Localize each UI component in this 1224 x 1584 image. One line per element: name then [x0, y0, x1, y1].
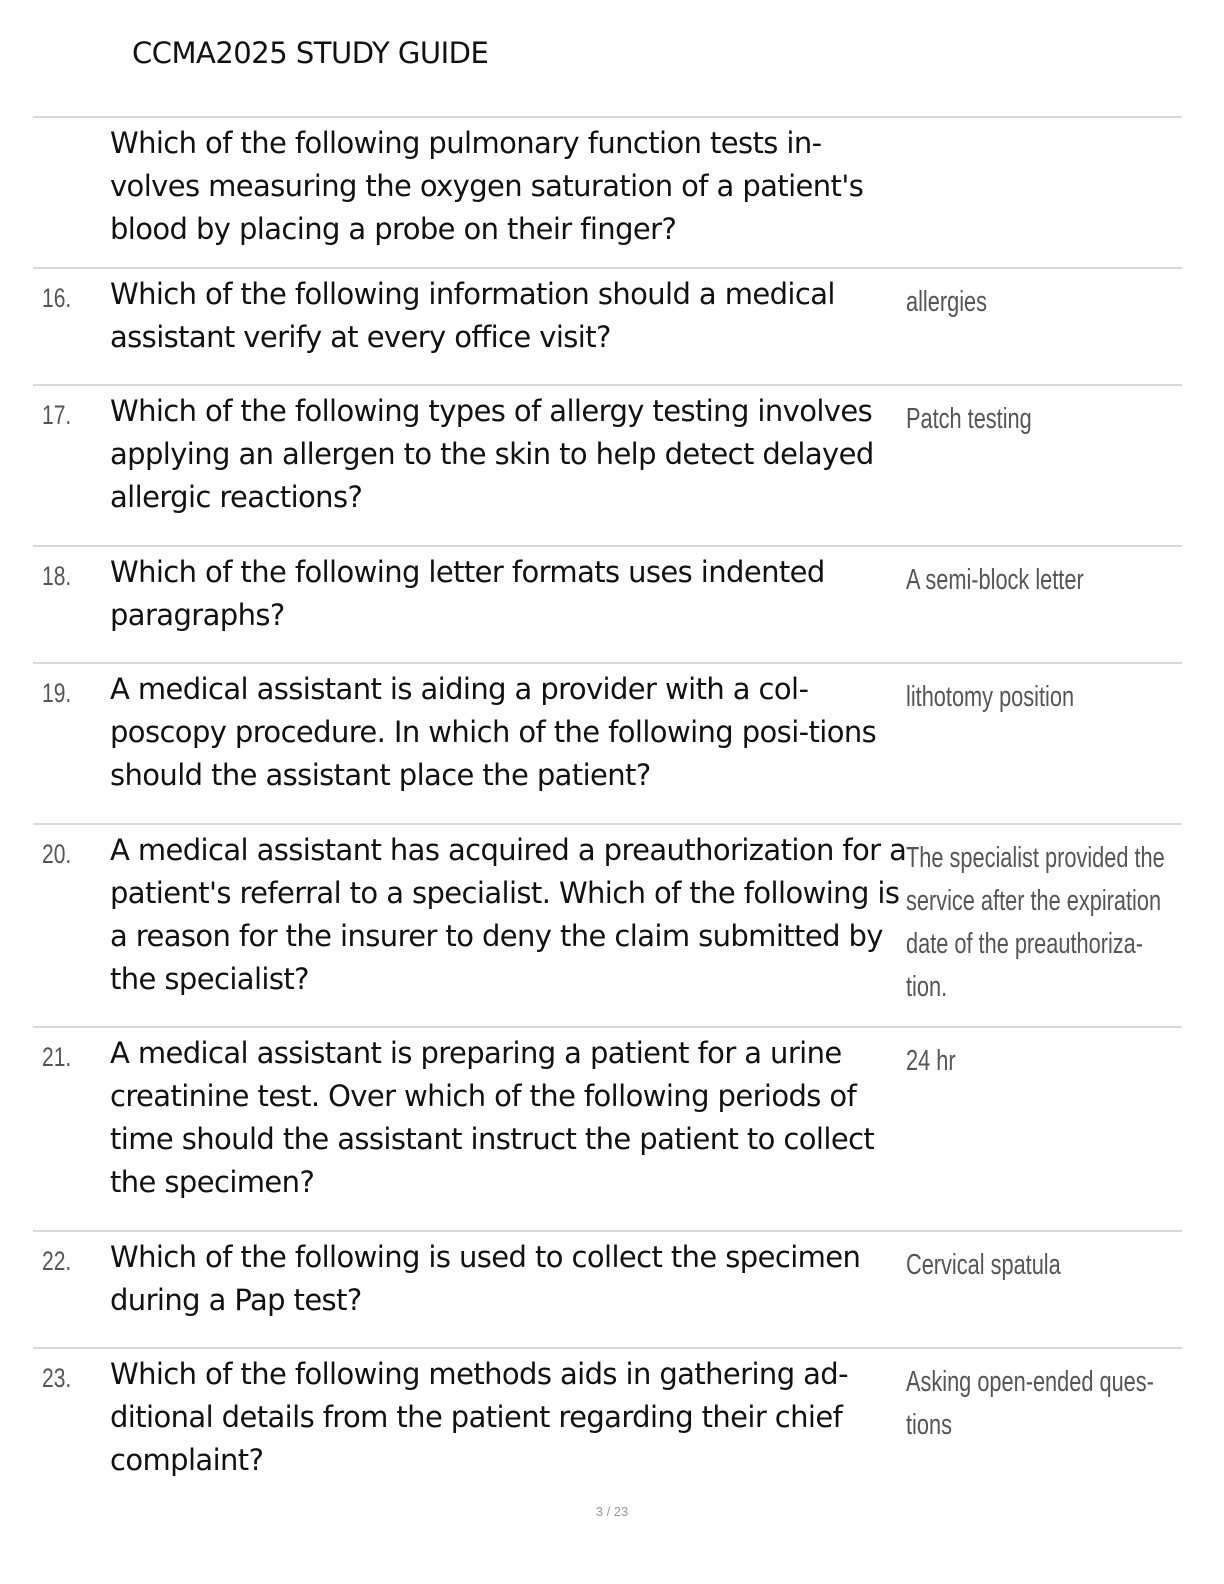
answer-text: A semi-block letter — [906, 564, 1084, 596]
page-indicator: 3 / 23 — [595, 1504, 629, 1519]
question-number: 19. — [42, 678, 72, 708]
question-row — [33, 1230, 1182, 1347]
question-text: Which of the following is used to collect the specimen during a Pap test? — [110, 1240, 861, 1317]
answer-text: Patch testing — [906, 403, 1032, 435]
question-row — [33, 823, 1182, 1026]
question-number: 21. — [42, 1042, 72, 1072]
question-text: Which of the following types of allergy testing involves applying an allergen to the skin to help detect delayed allergic reactions? — [110, 394, 874, 514]
answer-text: lithotomy position — [906, 681, 1075, 713]
question-row — [33, 1026, 1182, 1230]
question-text: Which of the following letter formats uses indented paragraphs? — [110, 555, 825, 632]
question-number: 18. — [42, 561, 72, 591]
question-list — [33, 116, 1182, 1497]
question-number: 22. — [42, 1246, 72, 1276]
question-number: 23. — [42, 1363, 72, 1393]
question-number: 20. — [42, 839, 72, 869]
question-text: Which of the following pulmonary function tests in-volves measuring the oxygen saturation of a patient's blood by placing a probe on their finger? — [110, 126, 864, 246]
answer-text: allergies — [906, 286, 987, 318]
question-row — [33, 545, 1182, 662]
question-row — [33, 267, 1182, 384]
question-number: 17. — [42, 400, 72, 430]
question-text: Which of the following information should a medical assistant verify at every office visit? — [110, 277, 835, 354]
answer-text: 24 hr — [906, 1045, 956, 1077]
question-text: A medical assistant is aiding a provider with a col-poscopy procedure. In which of the following posi-tions should the assistant place the patient? — [110, 672, 877, 792]
page-header-title: CCMA2025 STUDY GUIDE — [132, 36, 489, 70]
answer-text: Cervical spatula — [906, 1249, 1061, 1281]
answer-text: Asking open-ended ques-tions — [906, 1366, 1154, 1441]
question-number: 16. — [42, 283, 72, 313]
question-text: Which of the following methods aids in gathering ad-ditional details from the patient regarding their chief complaint? — [110, 1357, 848, 1477]
question-text: A medical assistant is preparing a patient for a urine creatinine test. Over which of the following periods of time should the assistant instruct the patient to collect the specimen? — [110, 1036, 875, 1199]
answer-text: The specialist provided the service after the expiration date of the preauthoriza-tion. — [906, 842, 1165, 1003]
question-row — [33, 384, 1182, 545]
question-row — [33, 662, 1182, 823]
question-row — [33, 1347, 1182, 1497]
question-row — [33, 116, 1182, 267]
question-text: A medical assistant has acquired a preauthorization for a patient's referral to a specialist. Which of the following is a reason for the insurer to deny the claim submitted by the specialist? — [110, 833, 907, 996]
